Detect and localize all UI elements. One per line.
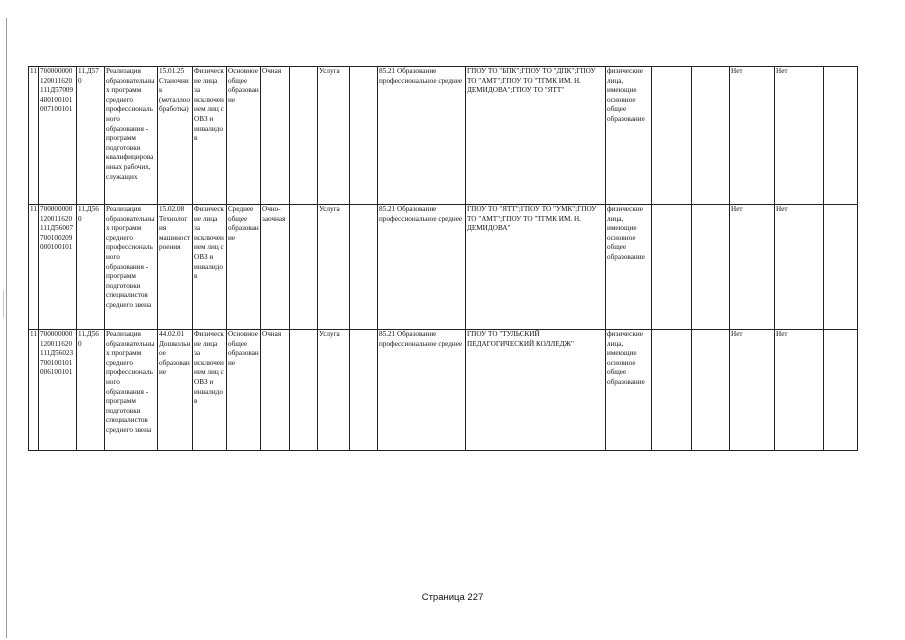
cell-basic-service-code: 11.Д56 0 bbox=[77, 205, 105, 330]
cell-empty bbox=[350, 67, 378, 205]
cell-consumers: физические лица, имеющие основное общее образование bbox=[606, 67, 652, 205]
cell-empty bbox=[290, 330, 318, 451]
table-row bbox=[29, 205, 858, 330]
cell-registry-code: 700000000 120011620 111Д57009 400100101 007100101 bbox=[39, 67, 77, 205]
cell-service-name: Реализация образовательных программ среднего профессионального образования - программ подготовки специалистов среднего звена bbox=[105, 330, 158, 451]
cell-empty bbox=[350, 330, 378, 451]
cell-type: Услуга bbox=[318, 330, 350, 451]
cell-empty bbox=[652, 67, 692, 205]
cell-okved: 85.21 Образование профессиональное среднее bbox=[378, 330, 466, 451]
cell-empty bbox=[824, 205, 858, 330]
cell-flag: Нет bbox=[730, 67, 775, 205]
cell-flag: Нет bbox=[775, 330, 824, 451]
cell-registry-code: 700000000 120011620 111Д56007 700100209 000100101 bbox=[39, 205, 77, 330]
cell-consumers: физические лица, имеющие основное общее образование bbox=[606, 205, 652, 330]
services-table bbox=[28, 66, 858, 451]
cell-flag: Нет bbox=[730, 330, 775, 451]
cell-service-name: Реализация образовательных программ среднего профессионального образования - программ подготовки специалистов среднего звена bbox=[105, 205, 158, 330]
cell-empty bbox=[692, 67, 730, 205]
cell-category: Физические лица за исключением лиц с ОВЗ и инвалидов bbox=[193, 205, 227, 330]
cell-empty bbox=[290, 67, 318, 205]
cell-education-level: Среднее общее образование bbox=[227, 205, 261, 330]
cell-registry-code: 700000000 120011620 111Д56023 700100101 006100101 bbox=[39, 330, 77, 451]
cell-flag: Нет bbox=[775, 67, 824, 205]
cell-empty bbox=[652, 330, 692, 451]
cell-row-number: 11 bbox=[29, 205, 39, 330]
scan-artifact bbox=[3, 290, 4, 318]
cell-service-name: Реализация образовательных программ среднего профессионального образования - программ подготовки квалифицированных рабочих, служащих bbox=[105, 67, 158, 205]
cell-institutions: ГПОУ ТО "ЯТТ";ГПОУ ТО "УМК";ГПОУ ТО "АМТ";ГПОУ ТО "ТГМК ИМ. Н. ДЕМИДОВА" bbox=[466, 205, 606, 330]
cell-type: Услуга bbox=[318, 205, 350, 330]
cell-empty bbox=[692, 330, 730, 451]
cell-institutions: ГПОУ ТО "ТУЛЬСКИЙ ПЕДАГОГИЧЕСКИЙ КОЛЛЕДЖ" bbox=[466, 330, 606, 451]
cell-type: Услуга bbox=[318, 67, 350, 205]
cell-study-form: Очная bbox=[261, 330, 290, 451]
cell-specialty: 15.02.08 Технология машиностроения bbox=[158, 205, 193, 330]
cell-education-level: Основное общее образование bbox=[227, 330, 261, 451]
cell-basic-service-code: 11.Д57 0 bbox=[77, 67, 105, 205]
cell-empty bbox=[652, 205, 692, 330]
scan-binding-edge bbox=[6, 18, 7, 638]
cell-row-number: 11 bbox=[29, 330, 39, 451]
cell-empty bbox=[824, 67, 858, 205]
table-row bbox=[29, 67, 858, 205]
cell-empty bbox=[692, 205, 730, 330]
page-number: Страница 227 bbox=[421, 592, 484, 603]
cell-study-form: Очно-заочная bbox=[261, 205, 290, 330]
cell-specialty: 44.02.01 Дошкольное образование bbox=[158, 330, 193, 451]
cell-empty bbox=[824, 330, 858, 451]
table-row bbox=[29, 330, 858, 451]
cell-empty bbox=[290, 205, 318, 330]
cell-okved: 85.21 Образование профессиональное среднее bbox=[378, 67, 466, 205]
cell-consumers: физические лица, имеющие основное общее образование bbox=[606, 330, 652, 451]
cell-specialty: 15.01.25 Станочник (металлообработка) bbox=[158, 67, 193, 205]
cell-flag: Нет bbox=[775, 205, 824, 330]
cell-row-number: 11 bbox=[29, 67, 39, 205]
cell-institutions: ГПОУ ТО "БПК";ГПОУ ТО "ДПК";ГПОУ ТО "АМТ";ГПОУ ТО "ТГМК ИМ. Н. ДЕМИДОВА";ГПОУ ТО "ЯТТ" bbox=[466, 67, 606, 205]
cell-education-level: Основное общее образование bbox=[227, 67, 261, 205]
cell-category: Физические лица за исключением лиц с ОВЗ и инвалидов bbox=[193, 67, 227, 205]
cell-basic-service-code: 11.Д56 0 bbox=[77, 330, 105, 451]
cell-okved: 85.21 Образование профессиональное среднее bbox=[378, 205, 466, 330]
cell-category: Физические лица за исключением лиц с ОВЗ и инвалидов bbox=[193, 330, 227, 451]
cell-study-form: Очная bbox=[261, 67, 290, 205]
cell-empty bbox=[350, 205, 378, 330]
cell-flag: Нет bbox=[730, 205, 775, 330]
